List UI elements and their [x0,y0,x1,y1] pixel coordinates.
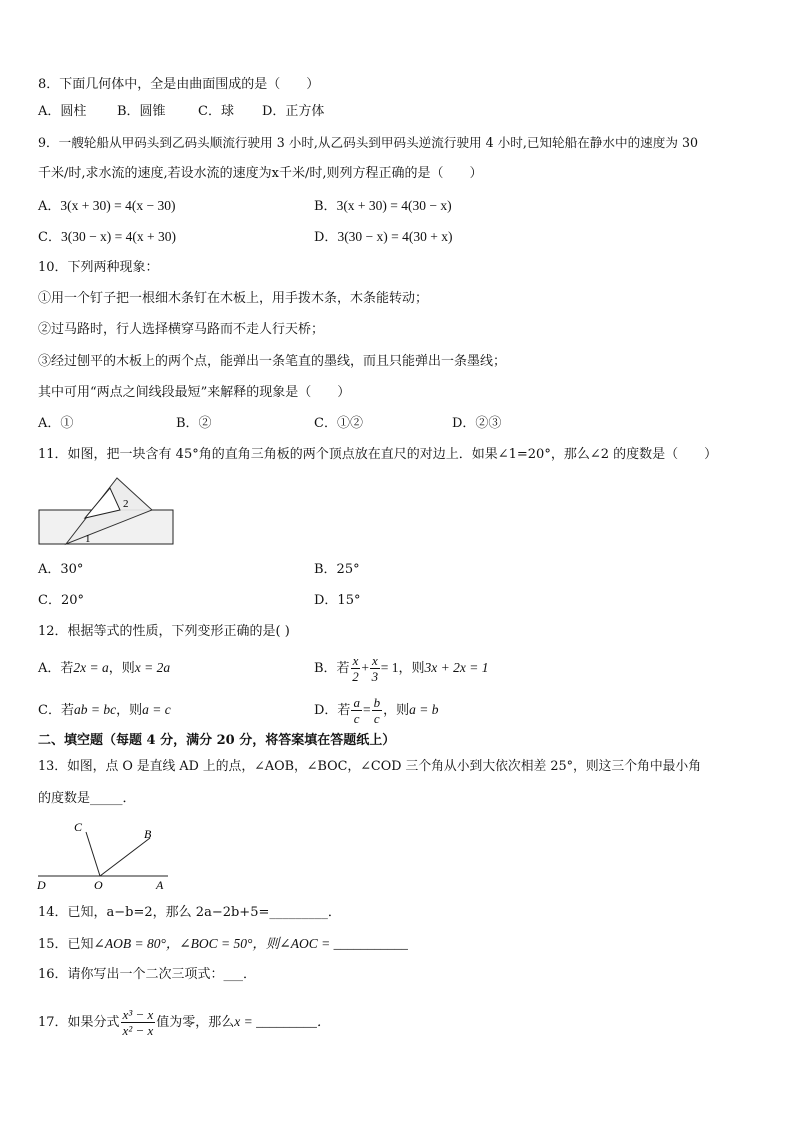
q9-b-equation: 3(x + 30) = 4(30 − x) [336,198,452,213]
q9-option-d [314,228,453,247]
section-2-heading: 二、填空题（每题 4 分，满分 20 分，将答案填在答题纸上） [38,733,396,748]
label-a: A [156,878,164,892]
q12-b-fraction-2: $\frac{x}{3}$ [371,653,379,684]
q12-a-then: ，则 [108,661,135,676]
label-c: C [74,820,83,834]
q10-stem: 10．下列两种现象： [38,260,159,275]
q17-fraction [121,1007,156,1038]
q8-stem: 8．下面几何体中，全是由曲面围成的是（ ） [38,77,320,92]
q11-option-b: B．25° [314,562,360,577]
q12-option-a [38,659,170,678]
q12-d-label: D．若 [314,703,351,718]
q16-text: 16．请你写出一个二次三项式：___． [38,967,257,982]
q13-stem-line2: 的度数是_____． [38,791,136,806]
q12-b-label: B．若 [314,661,350,676]
q17-denominator: x² − x [122,1023,154,1038]
q9-a-label: A． [38,199,61,214]
q9-stem-line1: 9．一艘轮船从甲码头到乙码头顺流行驶用 3 小时,从乙码头到甲码头逆流行驶用 4 小时,已知轮船在静水中的速度为 30 [38,135,698,150]
q10-item-3: ③经过刨平的木板上的两个点，能弹出一条笔直的墨线，而且只能弹出一条墨线； [38,354,507,369]
q9-option-a [38,197,175,216]
ray-oc [86,832,100,876]
q15-prefix: 15．已知 [38,937,94,952]
q11-option-c: C．20° [38,593,84,608]
label-d: D [37,878,46,892]
q14-text: 14．已知，a−b=2，那么 2a−2b+5=_________． [38,905,341,920]
q15-line [38,935,408,954]
q12-a-label: A．若 [38,661,74,676]
q11-option-d: D．15° [314,593,361,608]
q10-option-b: B．② [176,416,212,431]
q10-option-d: D．②③ [452,416,502,431]
angle-2-label: 2 [123,498,129,510]
q12-d-result: a = b [409,702,439,717]
q12-option-d: D．若 $\frac{a}{c}$ = $\frac{b}{c}$ ，则a = b [314,695,439,726]
q10-question: 其中可用“两点之间线段最短”来解释的现象是（ ） [38,385,351,400]
q12-d-fraction-2: $\frac{b}{c}$ [373,695,381,726]
q10-option-a: A．① [38,416,74,431]
q12-c-result: a = c [142,702,171,717]
q17-middle: 值为零，那么 [156,1015,235,1030]
q9-b-label: B． [314,199,337,214]
q17-answer-blank: x = _________． [234,1014,331,1029]
q8-option-d: D．正方体 [262,104,325,119]
q15-expression: ∠AOB = 80°，∠BOC = 50°，则∠AOC = ___________ [93,936,408,951]
ray-ob [100,838,150,876]
q9-option-c [38,228,176,247]
q9-d-label: D． [314,230,338,245]
q10-option-c: C．①② [314,416,363,431]
q11-stem: 11．如图，把一块含有 45°角的直角三角板的两个顶点放在直尺的对边上．如果∠1=20°，那么∠2 的度数是（ ） [38,447,718,462]
q9-option-b [314,197,452,216]
q13-angle-figure [34,816,174,892]
q13-stem-line1: 13．如图，点 O 是直线 AD 上的点，∠AOB，∠BOC，∠COD 三个角从小到大依次相差 25°，则这三个角中最小角 [38,759,702,774]
q9-a-equation: 3(x + 30) = 4(x − 30) [60,198,176,213]
q17-numerator: x³ − x [122,1007,154,1022]
label-o: O [94,878,103,892]
q9-c-label: C． [38,230,61,245]
q12-c-condition: ab = bc [73,702,117,717]
q12-d-fraction-1: $\frac{a}{c}$ [353,695,360,726]
q11-option-a: A．30° [38,562,84,577]
q12-stem: 12．根据等式的性质，下列变形正确的是( ) [38,624,290,639]
q12-b-fraction-1: $\frac{x}{2}$ [352,653,359,684]
angle-1-label: 1 [85,533,91,545]
q9-stem-line2: 千米/时,求水流的速度,若设水流的速度为x千米/时,则列方程正确的是（ ） [38,166,483,181]
q8-option-b: B．圆锥 [117,104,166,119]
q12-a-condition: 2x = a [73,660,109,675]
label-b: B [144,827,152,841]
q12-option-b: B．若 $\frac{x}{2}$ + $\frac{x}{3}$ = 1，则3x + 2x = 1 [314,653,489,684]
q9-c-equation: 3(30 − x) = 4(x + 30) [60,229,177,244]
q10-item-2: ②过马路时，行人选择横穿马路而不走人行天桥； [38,322,325,337]
q8-option-c: C．球 [198,104,234,119]
q8-option-a: A．圆柱 [38,104,87,119]
q12-a-result: x = 2a [134,660,171,675]
q12-b-result: 3x + 2x = 1 [424,660,489,675]
q10-item-1: ①用一个钉子把一根细木条钉在木板上，用手拨木条，木条能转动； [38,291,429,306]
q9-d-equation: 3(30 − x) = 4(30 + x) [337,229,453,244]
q17-line [38,1005,330,1040]
q12-c-label: C．若 [38,703,74,718]
q11-ruler-triangle-figure [36,476,176,548]
q12-option-c: C．若ab = bc，则a = c [38,702,171,718]
q17-prefix: 17．如果分式 [38,1015,120,1030]
